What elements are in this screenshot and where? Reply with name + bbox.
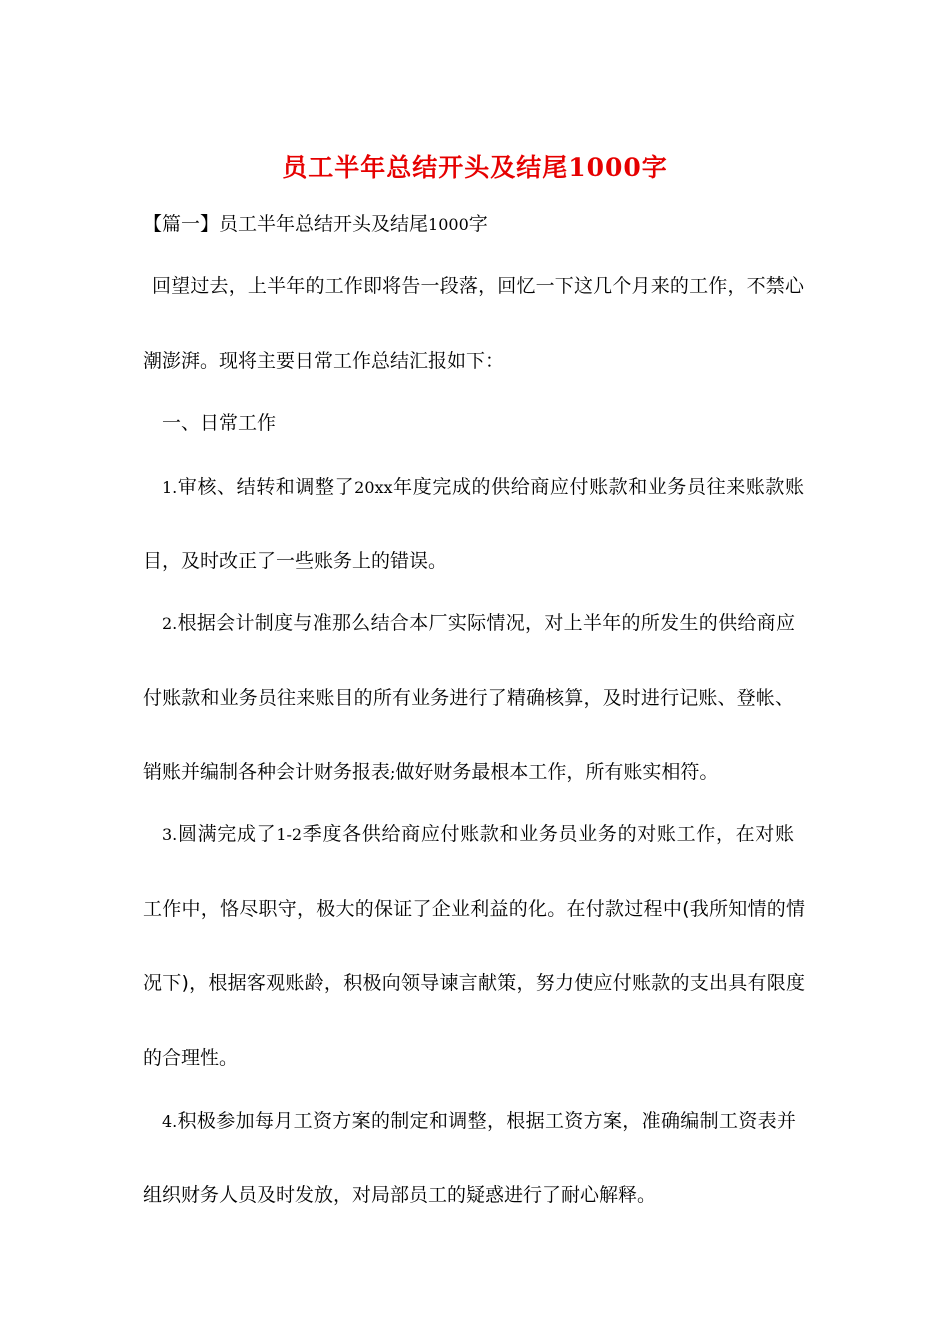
item1-line-1 xyxy=(162,472,804,503)
item3-line-4: 的合理性。 xyxy=(143,1047,239,1069)
item4-line-2: 组织财务人员及时发放，对局部员工的疑惑进行了耐心解释。 xyxy=(143,1184,657,1206)
document-title: 员工半年总结开头及结尾1000字 xyxy=(282,153,668,182)
item2-line-3 xyxy=(143,757,718,788)
item1-text-b: 年度完成的供给商应付账款和业务员往来账款账 xyxy=(392,476,804,498)
item3-text-a: 圆满完成了 xyxy=(177,823,277,845)
item3-text-b: 季度各供给商应付账款和业务员业务的对账工作，在对账 xyxy=(302,823,794,845)
item3-line-3: 况下)，根据客观账龄，积极向领导谏言献策，努力使应付账款的支出具有限度 xyxy=(143,972,805,994)
item3-quarter: 1-2 xyxy=(276,825,303,844)
item2-line-2: 付账款和业务员往来账目的所有业务进行了精确核算，及时进行记账、登帐、 xyxy=(143,687,794,709)
item1-text-a: 审核、结转和调整了 xyxy=(177,476,355,498)
intro-line-2: 潮澎湃。现将主要日常工作总结汇报如下： xyxy=(143,350,505,372)
item2-line3-text-b: 做好财务最根本工作，所有账实相符。 xyxy=(395,761,719,783)
item4-text: 积极参加每月工资方案的制定和调整，根据工资方案，准确编制工资表并 xyxy=(177,1110,796,1132)
item2-line-1 xyxy=(162,608,795,639)
item1-number: 1. xyxy=(162,478,178,497)
section-heading-text: 员工半年总结开头及结尾 xyxy=(219,213,429,235)
item2-line3-separator: ; xyxy=(390,763,396,782)
item2-text: 根据会计制度与准那么结合本厂实际情况，对上半年的所发生的供给商应 xyxy=(177,612,795,634)
section-heading-bracket: 【篇一】 xyxy=(143,213,220,235)
item3-line-1 xyxy=(162,819,794,850)
item2-number: 2. xyxy=(162,614,178,633)
section-heading-number: 1000 xyxy=(428,215,469,234)
item4-line-1 xyxy=(162,1106,796,1137)
item3-number: 3. xyxy=(162,825,178,844)
item4-number: 4. xyxy=(162,1112,178,1131)
item3-line-2: 工作中，恪尽职守，极大的保证了企业利益的化。在付款过程中(我所知情的情 xyxy=(143,898,805,920)
heading-daily-work: 一、日常工作 xyxy=(162,412,277,434)
item1-line-2: 目，及时改正了一些账务上的错误。 xyxy=(143,550,448,572)
item2-line3-text-a: 销账并编制各种会计财务报表 xyxy=(143,761,391,783)
intro-line-1: 回望过去，上半年的工作即将告一段落，回忆一下这几个月来的工作，不禁心 xyxy=(152,275,804,297)
section-heading-suffix: 字 xyxy=(468,213,488,235)
section-heading xyxy=(143,209,488,240)
item1-year: 20xx xyxy=(354,478,393,497)
